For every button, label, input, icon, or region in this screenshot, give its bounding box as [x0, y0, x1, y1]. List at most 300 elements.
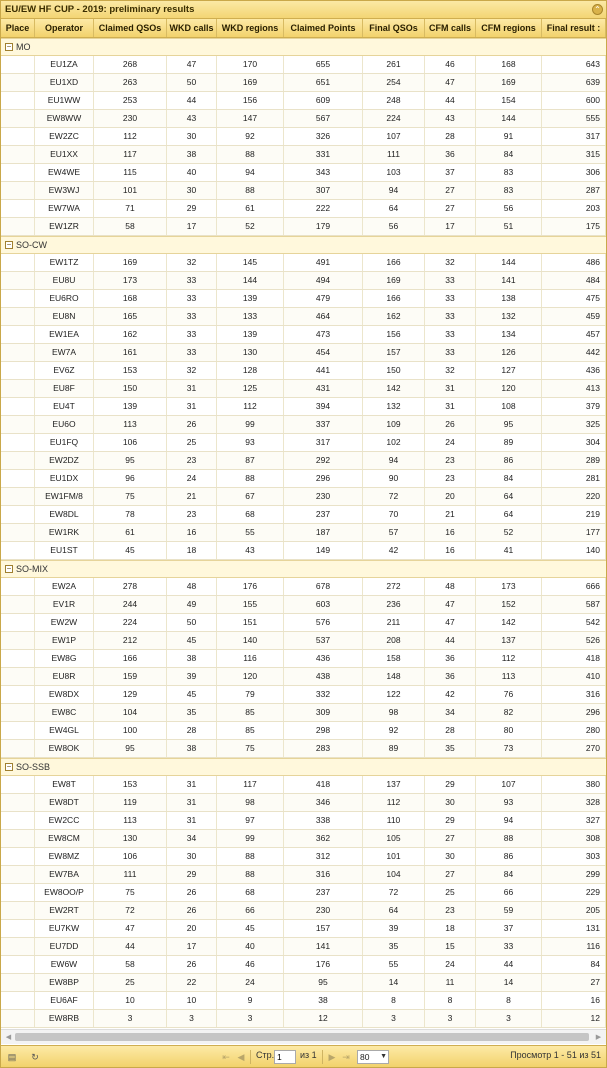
table-cell: 316	[284, 866, 363, 883]
table-cell: 237	[284, 506, 363, 523]
table-cell: 88	[217, 146, 284, 163]
table-cell: 526	[542, 632, 606, 649]
table-cell: 244	[94, 596, 167, 613]
table-cell	[1, 524, 35, 541]
table-cell: 59	[476, 902, 542, 919]
table-cell: 109	[363, 416, 425, 433]
table-cell: 31	[167, 380, 217, 397]
table-cell: EU1DX	[35, 470, 94, 487]
page-number-input[interactable]	[274, 1050, 296, 1064]
column-header[interactable]: WKD calls	[167, 19, 217, 37]
table-cell: EW2ZC	[35, 128, 94, 145]
table-cell: 32	[167, 362, 217, 379]
column-header[interactable]: Final result :	[542, 19, 606, 37]
table-row[interactable]	[1, 614, 606, 632]
table-cell: 486	[542, 254, 606, 271]
table-cell	[1, 452, 35, 469]
collapse-icon[interactable]: ⌃	[592, 4, 603, 15]
table-cell	[1, 938, 35, 955]
table-cell: 158	[363, 650, 425, 667]
table-cell: 21	[425, 506, 476, 523]
table-cell: 82	[476, 704, 542, 721]
table-cell: 47	[425, 614, 476, 631]
table-cell: 153	[94, 362, 167, 379]
table-cell: EU6O	[35, 416, 94, 433]
table-cell: 208	[363, 632, 425, 649]
table-cell: 113	[94, 812, 167, 829]
table-row[interactable]	[1, 452, 606, 470]
table-row[interactable]	[1, 506, 606, 524]
collapse-group-icon[interactable]: −	[6, 42, 12, 51]
table-cell: 253	[94, 92, 167, 109]
table-cell: 117	[217, 776, 284, 793]
table-cell: 33	[167, 290, 217, 307]
table-cell: 26	[167, 956, 217, 973]
table-cell: 18	[167, 542, 217, 559]
table-cell	[1, 776, 35, 793]
column-header[interactable]: CFM regions	[476, 19, 542, 37]
table-cell: 33	[425, 344, 476, 361]
table-cell: 332	[284, 686, 363, 703]
table-row[interactable]	[1, 290, 606, 308]
table-cell: 112	[476, 650, 542, 667]
table-cell: 33	[425, 326, 476, 343]
table-cell: 116	[217, 650, 284, 667]
table-cell: 57	[363, 524, 425, 541]
table-cell: 87	[217, 452, 284, 469]
table-cell: 39	[363, 920, 425, 937]
table-cell: 154	[476, 92, 542, 109]
scroll-right-icon[interactable]: ▶	[595, 1034, 602, 1041]
table-cell	[1, 398, 35, 415]
last-page-icon[interactable]: ⇥	[342, 1052, 350, 1062]
table-cell: 89	[363, 740, 425, 757]
table-cell: 27	[542, 974, 606, 991]
table-cell: 212	[94, 632, 167, 649]
table-cell: 61	[94, 524, 167, 541]
table-row[interactable]	[1, 362, 606, 380]
table-cell: 31	[425, 398, 476, 415]
table-cell: 16	[542, 992, 606, 1009]
table-cell: 148	[363, 668, 425, 685]
table-row[interactable]	[1, 434, 606, 452]
table-cell: 88	[217, 848, 284, 865]
pager-toolbar	[1, 1045, 606, 1067]
table-cell: 603	[284, 596, 363, 613]
table-cell: 126	[476, 344, 542, 361]
table-cell: 230	[94, 110, 167, 127]
table-cell: 35	[167, 704, 217, 721]
table-cell: 64	[363, 902, 425, 919]
column-header[interactable]: WKD regions	[217, 19, 284, 37]
table-row[interactable]	[1, 74, 606, 92]
table-row[interactable]	[1, 308, 606, 326]
table-cell: EW3WJ	[35, 182, 94, 199]
table-cell: 80	[476, 722, 542, 739]
table-row[interactable]	[1, 650, 606, 668]
table-cell: 31	[167, 812, 217, 829]
table-cell: 75	[94, 488, 167, 505]
table-cell: 11	[425, 974, 476, 991]
table-cell: EW4WE	[35, 164, 94, 181]
table-row[interactable]	[1, 272, 606, 290]
table-row[interactable]	[1, 812, 606, 830]
table-row[interactable]	[1, 218, 606, 236]
table-cell: 542	[542, 614, 606, 631]
table-row[interactable]	[1, 56, 606, 74]
table-cell: 36	[425, 668, 476, 685]
table-cell: 309	[284, 704, 363, 721]
table-row[interactable]	[1, 902, 606, 920]
table-cell: EU8N	[35, 308, 94, 325]
table-cell	[1, 650, 35, 667]
table-cell: 149	[284, 542, 363, 559]
table-cell: 106	[94, 434, 167, 451]
table-cell: 473	[284, 326, 363, 343]
table-cell: 436	[542, 362, 606, 379]
table-cell: 140	[542, 542, 606, 559]
table-cell: 23	[425, 902, 476, 919]
table-cell: 150	[94, 380, 167, 397]
table-cell	[1, 920, 35, 937]
table-cell: 16	[167, 524, 217, 541]
column-header[interactable]: Final QSOs	[363, 19, 425, 37]
table-cell: 224	[94, 614, 167, 631]
table-cell: 609	[284, 92, 363, 109]
table-cell: EU4T	[35, 398, 94, 415]
table-cell: 230	[284, 902, 363, 919]
group-name: SO-SSB	[16, 762, 51, 772]
table-cell: EU8F	[35, 380, 94, 397]
table-cell	[1, 668, 35, 685]
table-cell: 555	[542, 110, 606, 127]
table-cell: 491	[284, 254, 363, 271]
pager-separator	[322, 1050, 323, 1064]
table-cell: 22	[167, 974, 217, 991]
table-cell: 304	[542, 434, 606, 451]
table-cell: 457	[542, 326, 606, 343]
table-cell: EW8MZ	[35, 848, 94, 865]
table-cell: EW2RT	[35, 902, 94, 919]
table-cell: 95	[94, 740, 167, 757]
table-cell: EW2CC	[35, 812, 94, 829]
table-cell: 464	[284, 308, 363, 325]
table-cell: EW1P	[35, 632, 94, 649]
scroll-left-icon[interactable]: ◀	[5, 1034, 12, 1041]
table-cell: 331	[284, 146, 363, 163]
column-header[interactable]: Operator	[35, 19, 94, 37]
table-cell: 100	[94, 722, 167, 739]
table-cell: 170	[217, 56, 284, 73]
table-cell: 111	[363, 146, 425, 163]
table-cell: EW7A	[35, 344, 94, 361]
table-cell: 12	[284, 1010, 363, 1027]
table-cell: 328	[542, 794, 606, 811]
table-cell: 139	[217, 326, 284, 343]
table-row[interactable]	[1, 794, 606, 812]
group-header[interactable]	[1, 758, 606, 776]
table-cell: EW1ZR	[35, 218, 94, 235]
table-cell: 127	[476, 362, 542, 379]
table-cell: 147	[217, 110, 284, 127]
table-cell: 113	[476, 668, 542, 685]
table-row[interactable]	[1, 200, 606, 218]
table-cell: 144	[476, 110, 542, 127]
page-size-value: 80	[360, 1052, 370, 1062]
table-row[interactable]	[1, 632, 606, 650]
table-cell: 139	[217, 290, 284, 307]
table-row[interactable]	[1, 938, 606, 956]
table-cell: 394	[284, 398, 363, 415]
table-cell: 203	[542, 200, 606, 217]
page-size-select[interactable]	[357, 1050, 389, 1064]
table-cell: 88	[217, 182, 284, 199]
group-header[interactable]	[1, 38, 606, 56]
table-row[interactable]	[1, 128, 606, 146]
table-cell: 23	[167, 506, 217, 523]
group-header[interactable]	[1, 236, 606, 254]
table-cell: 72	[363, 488, 425, 505]
chevron-down-icon: ▼	[380, 1053, 387, 1060]
table-cell	[1, 56, 35, 73]
table-cell: 343	[284, 164, 363, 181]
table-cell: 224	[363, 110, 425, 127]
table-cell: 129	[94, 686, 167, 703]
table-row[interactable]	[1, 92, 606, 110]
horizontal-scrollbar[interactable]	[1, 1029, 606, 1044]
table-row[interactable]	[1, 344, 606, 362]
table-cell: 38	[167, 146, 217, 163]
results-grid	[1, 38, 606, 1029]
table-row[interactable]	[1, 146, 606, 164]
table-cell: 20	[425, 488, 476, 505]
table-row[interactable]	[1, 740, 606, 758]
table-cell: 168	[476, 56, 542, 73]
table-cell	[1, 956, 35, 973]
table-row[interactable]	[1, 920, 606, 938]
collapse-group-icon[interactable]: −	[6, 564, 12, 573]
table-row[interactable]	[1, 380, 606, 398]
table-cell: 86	[476, 848, 542, 865]
table-cell: 137	[476, 632, 542, 649]
table-cell: 3	[425, 1010, 476, 1027]
table-cell: 179	[284, 218, 363, 235]
table-cell	[1, 722, 35, 739]
table-cell: 84	[476, 470, 542, 487]
collapse-group-icon[interactable]: −	[6, 762, 12, 771]
column-header[interactable]: Claimed Points	[284, 19, 363, 37]
table-cell: 17	[167, 218, 217, 235]
table-row[interactable]	[1, 524, 606, 542]
table-row[interactable]	[1, 974, 606, 992]
table-cell: 211	[363, 614, 425, 631]
table-cell: 8	[425, 992, 476, 1009]
table-cell: 317	[284, 434, 363, 451]
table-cell: 29	[425, 812, 476, 829]
table-cell	[1, 290, 35, 307]
table-cell: 438	[284, 668, 363, 685]
table-row[interactable]	[1, 542, 606, 560]
table-row[interactable]	[1, 704, 606, 722]
group-name: MO	[16, 42, 31, 52]
table-cell: 49	[167, 596, 217, 613]
table-cell	[1, 74, 35, 91]
table-cell: 88	[217, 470, 284, 487]
table-cell: 112	[94, 128, 167, 145]
table-cell: 26	[167, 902, 217, 919]
table-cell: 38	[167, 650, 217, 667]
table-cell: 48	[167, 578, 217, 595]
table-row[interactable]	[1, 686, 606, 704]
table-row[interactable]	[1, 830, 606, 848]
table-cell: 117	[94, 146, 167, 163]
table-cell: 156	[363, 326, 425, 343]
table-cell: 666	[542, 578, 606, 595]
table-cell	[1, 992, 35, 1009]
table-cell: 20	[167, 920, 217, 937]
table-cell: 436	[284, 650, 363, 667]
table-cell: 44	[167, 92, 217, 109]
table-cell: 169	[363, 272, 425, 289]
table-cell: 205	[542, 902, 606, 919]
table-cell: 169	[476, 74, 542, 91]
table-cell: 142	[476, 614, 542, 631]
table-cell: 23	[425, 452, 476, 469]
collapse-group-icon[interactable]: −	[6, 240, 12, 249]
table-row[interactable]	[1, 326, 606, 344]
export-icon[interactable]: ▤	[7, 1052, 17, 1062]
table-row[interactable]	[1, 164, 606, 182]
table-row[interactable]	[1, 398, 606, 416]
table-cell: 61	[217, 200, 284, 217]
table-cell	[1, 470, 35, 487]
table-row[interactable]	[1, 110, 606, 128]
table-cell	[1, 848, 35, 865]
column-header[interactable]: Place	[1, 19, 35, 37]
table-cell: 418	[284, 776, 363, 793]
table-cell: 94	[217, 164, 284, 181]
refresh-icon[interactable]: ↻	[31, 1052, 39, 1062]
first-page-icon[interactable]: ⇤	[222, 1052, 230, 1062]
table-cell: 237	[284, 884, 363, 901]
table-cell: 31	[425, 380, 476, 397]
table-cell	[1, 92, 35, 109]
table-cell: 33	[167, 272, 217, 289]
table-cell: 24	[217, 974, 284, 991]
table-row[interactable]	[1, 956, 606, 974]
table-cell: 161	[94, 344, 167, 361]
table-cell: 98	[217, 794, 284, 811]
table-cell: 101	[363, 848, 425, 865]
table-row[interactable]	[1, 254, 606, 272]
table-cell: 44	[425, 92, 476, 109]
table-cell: 94	[476, 812, 542, 829]
table-cell: 88	[476, 830, 542, 847]
table-cell: 280	[542, 722, 606, 739]
table-cell	[1, 146, 35, 163]
table-cell: 52	[476, 524, 542, 541]
table-cell: 600	[542, 92, 606, 109]
table-cell	[1, 218, 35, 235]
table-cell	[1, 974, 35, 991]
table-row[interactable]	[1, 1010, 606, 1028]
table-cell: EW2W	[35, 614, 94, 631]
table-cell: 48	[425, 578, 476, 595]
table-row[interactable]	[1, 182, 606, 200]
table-cell: EV1R	[35, 596, 94, 613]
table-row[interactable]	[1, 884, 606, 902]
table-cell: EW8RB	[35, 1010, 94, 1027]
table-cell: 30	[425, 794, 476, 811]
table-cell: 106	[94, 848, 167, 865]
table-row[interactable]	[1, 722, 606, 740]
table-cell: 230	[284, 488, 363, 505]
scrollbar-thumb[interactable]	[15, 1033, 589, 1041]
table-cell: EW8DT	[35, 794, 94, 811]
table-cell: 308	[542, 830, 606, 847]
table-cell: 95	[476, 416, 542, 433]
column-header[interactable]: Claimed QSOs	[94, 19, 167, 37]
table-row[interactable]	[1, 596, 606, 614]
table-cell: 64	[476, 488, 542, 505]
table-row[interactable]	[1, 992, 606, 1010]
table-row[interactable]	[1, 416, 606, 434]
table-row[interactable]	[1, 866, 606, 884]
group-header[interactable]	[1, 560, 606, 578]
next-page-icon[interactable]: ▶	[328, 1052, 336, 1062]
table-cell: 85	[217, 722, 284, 739]
table-cell: 91	[476, 128, 542, 145]
table-cell: 52	[217, 218, 284, 235]
table-cell: 413	[542, 380, 606, 397]
table-cell: 176	[217, 578, 284, 595]
table-cell	[1, 704, 35, 721]
table-row[interactable]	[1, 470, 606, 488]
table-cell: 46	[425, 56, 476, 73]
table-cell: 379	[542, 398, 606, 415]
table-row[interactable]	[1, 578, 606, 596]
table-cell: 78	[94, 506, 167, 523]
table-cell: 299	[542, 866, 606, 883]
table-cell: 119	[94, 794, 167, 811]
table-cell: 337	[284, 416, 363, 433]
table-cell: 56	[363, 218, 425, 235]
table-cell: 441	[284, 362, 363, 379]
table-cell: 46	[217, 956, 284, 973]
column-header[interactable]: CFM calls	[425, 19, 476, 37]
table-row[interactable]	[1, 668, 606, 686]
table-row[interactable]	[1, 776, 606, 794]
table-cell: 21	[167, 488, 217, 505]
table-cell: 28	[425, 722, 476, 739]
table-cell: 152	[476, 596, 542, 613]
table-cell: 678	[284, 578, 363, 595]
table-cell: 145	[217, 254, 284, 271]
table-cell: 85	[217, 704, 284, 721]
table-cell: 166	[363, 290, 425, 307]
table-cell: 133	[217, 308, 284, 325]
table-cell: 43	[167, 110, 217, 127]
table-cell: 51	[476, 218, 542, 235]
table-row[interactable]	[1, 848, 606, 866]
table-cell: 222	[284, 200, 363, 217]
table-cell: 58	[94, 956, 167, 973]
table-cell	[1, 128, 35, 145]
prev-page-icon[interactable]: ◀	[237, 1052, 245, 1062]
table-cell: 84	[476, 146, 542, 163]
table-cell: EU1ZA	[35, 56, 94, 73]
table-row[interactable]	[1, 488, 606, 506]
